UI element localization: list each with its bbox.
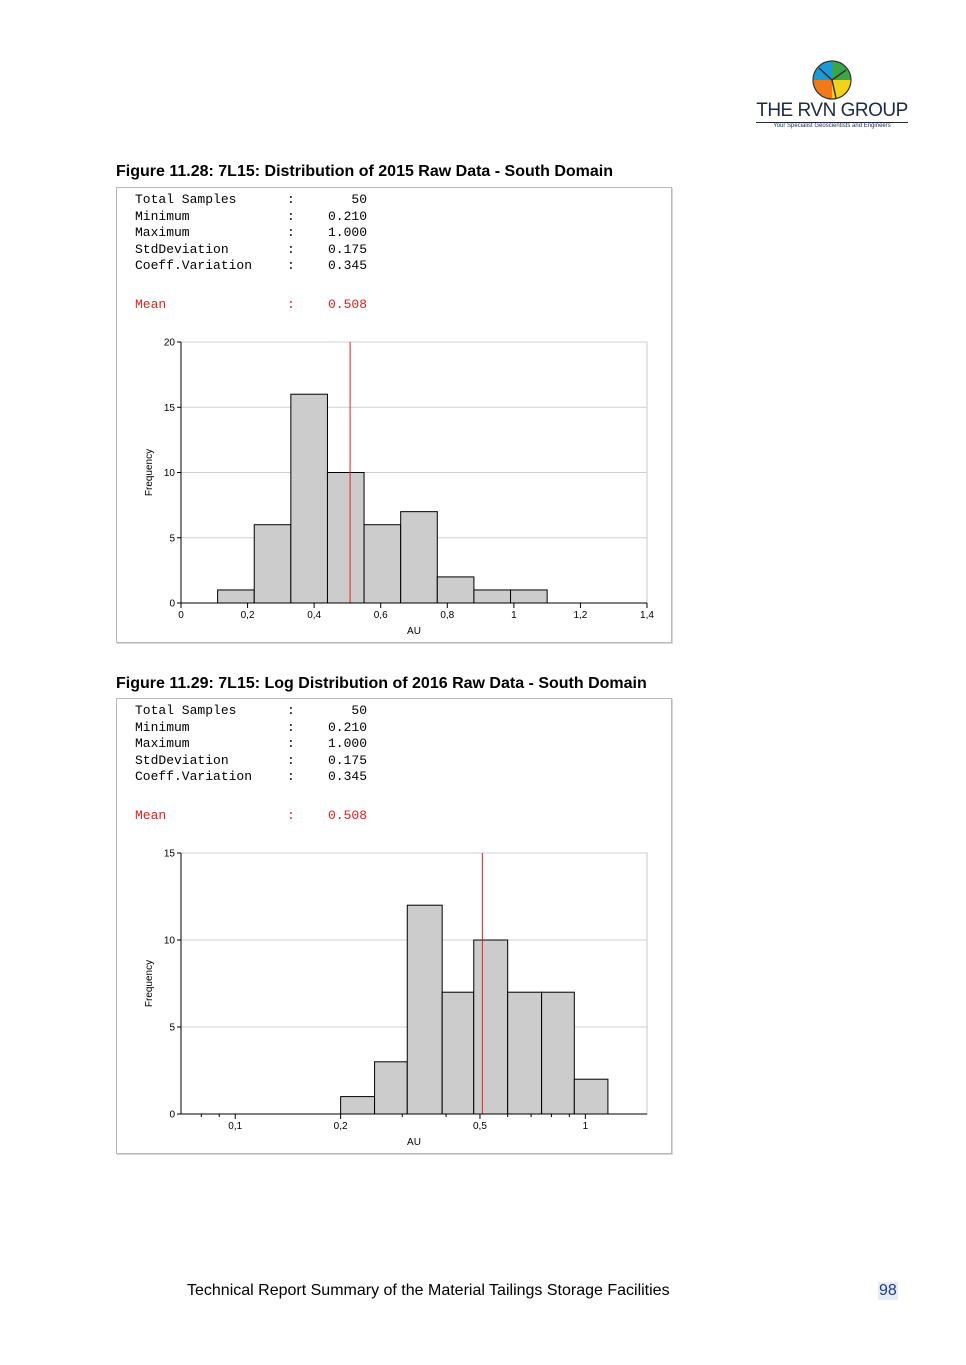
stat-label: StdDeviation: [135, 752, 229, 768]
y-tick-label: 10: [163, 935, 175, 947]
stat-value: 50: [351, 192, 367, 207]
stat-label: Mean: [135, 296, 167, 312]
stat-label: Minimum: [135, 208, 190, 224]
stat-label: StdDeviation: [135, 241, 229, 257]
x-tick-label: 1,2: [573, 610, 588, 621]
histogram-bar: [574, 1079, 608, 1114]
x-tick-label: 1: [582, 1121, 589, 1132]
footer-text: Technical Report Summary of the Material Tailings Storage Facilities: [187, 1282, 670, 1299]
x-tick-label: 1: [511, 610, 517, 621]
x-tick-label: 0,4: [307, 610, 322, 621]
stat-label: Maximum: [135, 225, 190, 240]
figure-1-panel: [116, 187, 672, 643]
logo-mark-icon: [752, 58, 912, 102]
stat-colon: :: [287, 752, 295, 768]
histogram-bar: [218, 590, 255, 603]
page-number: 98: [879, 1282, 897, 1299]
x-tick-label: 0,1: [228, 1121, 243, 1132]
x-tick-label: 0,5: [472, 1121, 487, 1132]
stat-label: Mean: [135, 807, 167, 823]
stat-colon: :: [287, 296, 295, 312]
histogram-bar: [364, 525, 401, 603]
x-tick-label: 0: [178, 610, 184, 621]
stat-colon: :: [287, 225, 295, 240]
y-tick-label: 20: [163, 337, 175, 349]
x-tick-label: 0,2: [333, 1121, 348, 1132]
x-tick-label: 1,4: [640, 610, 654, 621]
figure-1-histogram: [117, 188, 671, 642]
stat-label: Maximum: [135, 736, 190, 751]
figure-2-title: Figure 11.29: 7L15: Log Distribution of 2016 Raw Data - South Domain: [116, 675, 647, 692]
histogram-bar: [442, 992, 474, 1114]
stat-label: Total Samples: [135, 703, 237, 718]
figure-2-panel: [116, 698, 672, 1154]
histogram-bar: [327, 473, 364, 604]
histogram-bar: [474, 590, 511, 603]
histogram-bar: [508, 992, 542, 1114]
stat-value: 0.508: [327, 807, 367, 823]
x-tick-label: 0,2: [240, 610, 255, 621]
stat-value: 0.175: [327, 241, 367, 257]
stat-value: 0.175: [327, 752, 367, 768]
stat-value: 50: [351, 703, 367, 718]
stat-colon: :: [287, 719, 295, 735]
histogram-bar: [291, 394, 328, 603]
company-logo: [752, 58, 912, 134]
y-tick-label: 5: [169, 1022, 175, 1034]
stat-colon: :: [287, 208, 295, 224]
stat-colon: :: [287, 241, 295, 257]
stat-colon: :: [287, 807, 295, 823]
stat-colon: :: [287, 258, 295, 273]
histogram-bar: [407, 905, 442, 1114]
stat-value: 0.210: [327, 719, 367, 735]
histogram-bar: [511, 590, 548, 603]
logo-tagline: Your Specialist Geoscientists and Engineers: [773, 123, 891, 129]
stat-label: Minimum: [135, 719, 190, 735]
histogram-bar: [474, 940, 508, 1114]
stat-value: 0.508: [327, 296, 367, 312]
y-tick-label: 0: [169, 1109, 175, 1121]
histogram-bar: [375, 1062, 408, 1114]
x-axis-label: AU: [407, 1137, 421, 1148]
y-tick-label: 10: [163, 468, 175, 479]
x-axis-label: AU: [407, 626, 421, 637]
y-axis-label: Frequency: [144, 959, 155, 1008]
histogram-bar: [542, 992, 575, 1114]
stat-colon: :: [287, 703, 295, 718]
x-tick-label: 0,6: [373, 610, 388, 621]
stat-colon: :: [287, 736, 295, 751]
y-tick-label: 15: [163, 402, 175, 414]
stat-value: 0.345: [327, 258, 367, 273]
figure-2-histogram: [117, 699, 671, 1153]
stat-colon: :: [287, 192, 295, 207]
histogram-bar: [254, 525, 291, 603]
y-axis-label: Frequency: [144, 448, 155, 497]
histogram-bar: [341, 1097, 375, 1114]
y-tick-label: 15: [163, 848, 175, 860]
stat-value: 0.345: [327, 769, 367, 784]
stat-value: 0.210: [327, 208, 367, 224]
histogram-bar: [401, 512, 438, 603]
figure-1-title: Figure 11.28: 7L15: Distribution of 2015 Raw Data - South Domain: [116, 163, 613, 180]
y-tick-label: 5: [169, 533, 175, 545]
histogram-bar: [437, 577, 474, 603]
stat-value: 1.000: [327, 736, 367, 751]
logo-name: THE RVN GROUP: [756, 100, 908, 121]
stat-colon: :: [287, 769, 295, 784]
stat-value: 1.000: [327, 225, 367, 240]
stat-label: Coeff.Variation: [135, 769, 253, 784]
y-tick-label: 0: [169, 598, 175, 610]
stat-label: Total Samples: [135, 192, 237, 207]
x-tick-label: 0,8: [440, 610, 455, 621]
stat-label: Coeff.Variation: [135, 258, 253, 273]
